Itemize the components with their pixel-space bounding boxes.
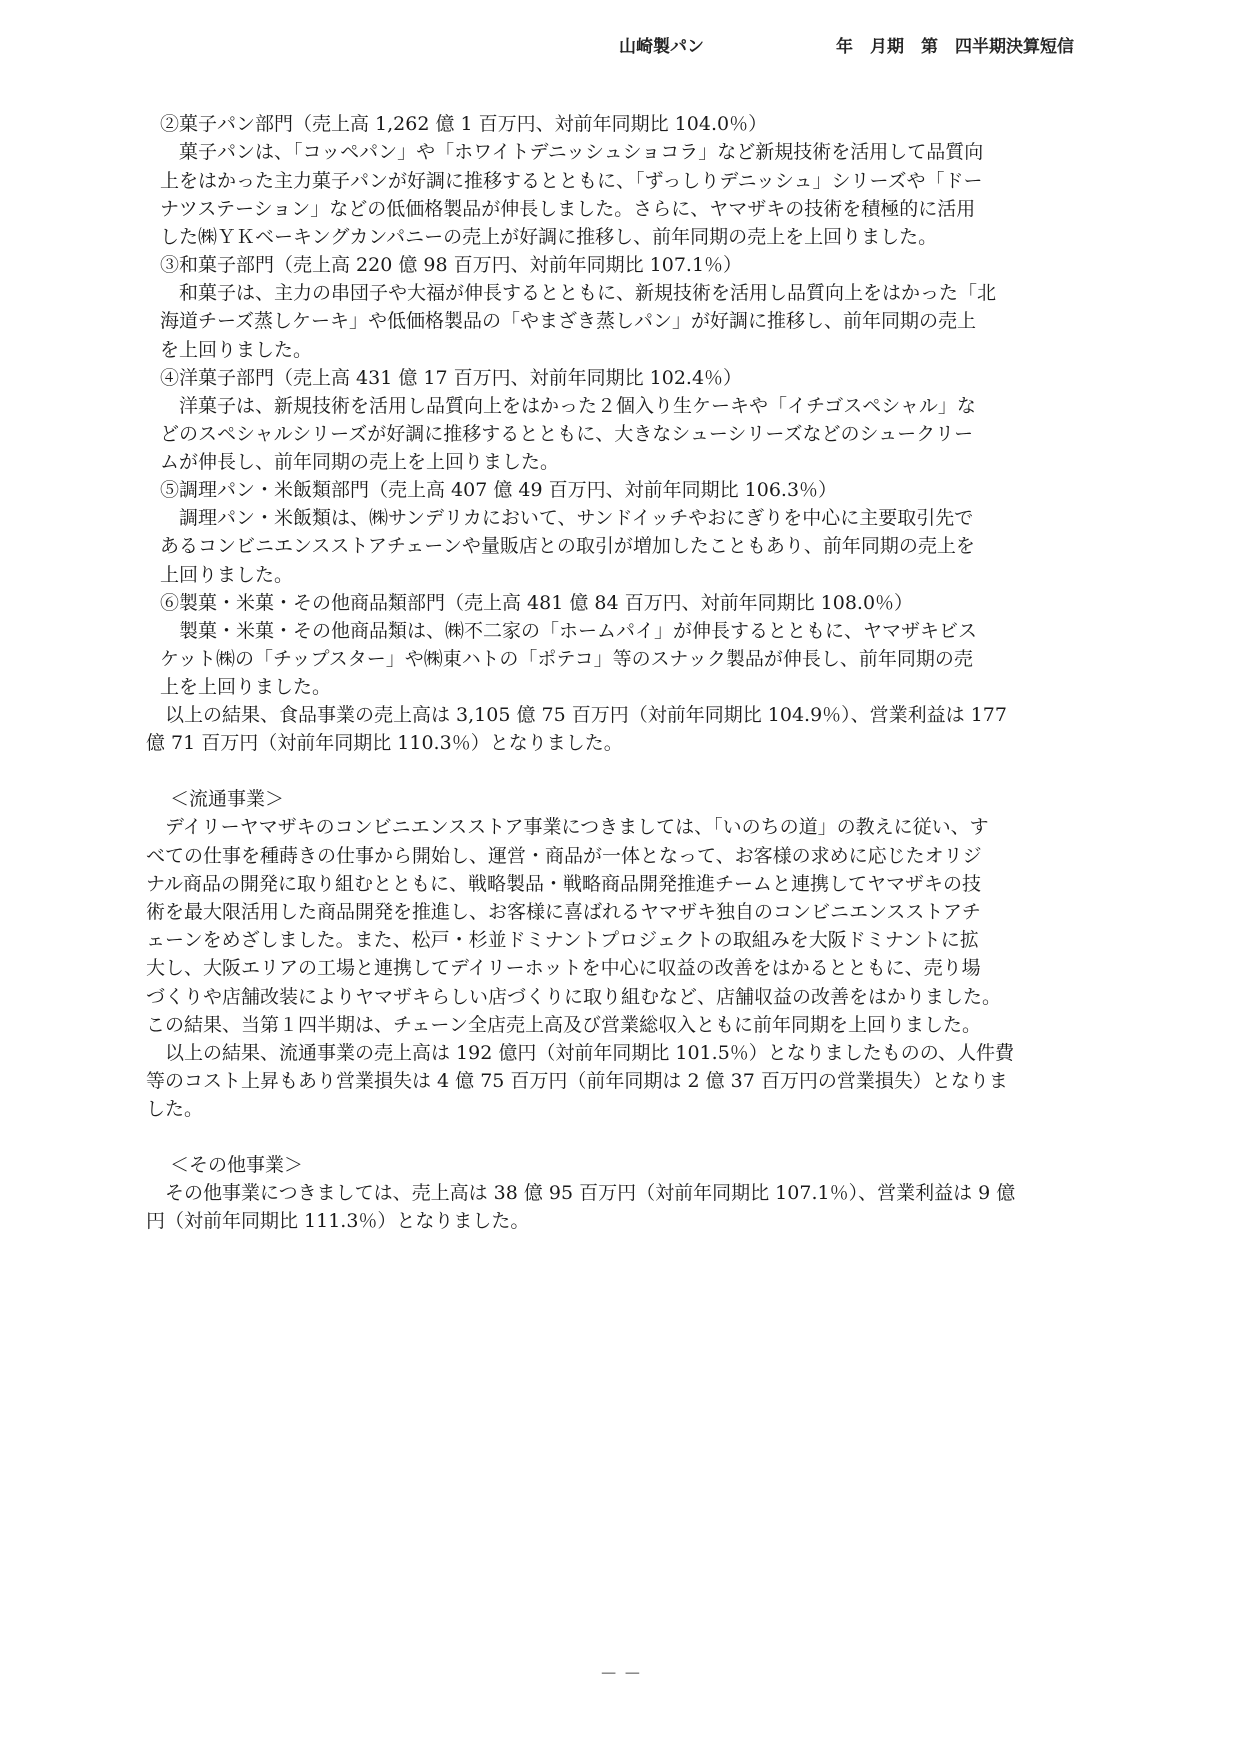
- text-line: 調理パン・米飯類は、㈱サンデリカにおいて、サンドイッチやおにぎりを中心に主要取引先で: [160, 507, 974, 529]
- text-line: べての仕事を種蒔きの仕事から開始し、運営・商品が一体となって、お客様の求めに応じたオリジ: [146, 845, 982, 867]
- text-line: ＜その他事業＞: [170, 1154, 304, 1176]
- text-line: この結果、当第１四半期は、チェーン全店売上高及び営業総収入ともに前年同期を上回りました。: [146, 1014, 982, 1036]
- text-line: その他事業につきましては、売上高は 38 億 95 百万円（対前年同期比 107.1％）、営業利益は 9 億: [146, 1182, 1016, 1204]
- text-line: 円（対前年同期比 111.3％）となりました。: [146, 1210, 530, 1232]
- text-line: 上をはかった主力菓子パンが好調に推移するとともに、「ずっしりデニッシュ」シリーズや「ドー: [160, 170, 983, 192]
- page-number: － －: [599, 1664, 642, 1685]
- text-line: ⑥製菓・米菓・その他商品類部門（売上高 481 億 84 百万円、対前年同期比 108.0％）: [160, 592, 914, 614]
- text-line: ェーンをめざしました。また、松戸・杉並ドミナントプロジェクトの取組みを大阪ドミナントに拡: [146, 929, 979, 951]
- company-name: 山崎製パン: [619, 37, 704, 57]
- text-line: 菓子パンは、「コッペパン」や「ホワイトデニッシュショコラ」など新規技術を活用して品質向: [160, 141, 984, 163]
- text-line: ナツステーション」などの低価格製品が伸長しました。さらに、ヤマザキの技術を積極的に活用: [160, 198, 976, 220]
- text-line: 洋菓子は、新規技術を活用し品質向上をはかった２個入り生ケーキや「イチゴスペシャル」な: [160, 395, 976, 417]
- text-line: 術を最大限活用した商品開発を推進し、お客様に喜ばれるヤマザキ独自のコンビニエンスストアチ: [146, 901, 981, 923]
- text-line: 以上の結果、食品事業の売上高は 3,105 億 75 百万円（対前年同期比 104.9％）、営業利益は 177: [146, 704, 1007, 726]
- text-line: した。: [146, 1098, 204, 1120]
- text-line: ③和菓子部門（売上高 220 億 98 百万円、対前年同期比 107.1％）: [160, 254, 743, 276]
- text-line: ケット㈱の「チップスター」や㈱東ハトの「ポテコ」等のスナック製品が伸長し、前年同期の売: [160, 648, 973, 670]
- text-line: づくりや店舗改装によりヤマザキらしい店づくりに取り組むなど、店舗収益の改善をはかりました。: [146, 986, 1002, 1008]
- text-line: 製菓・米菓・その他商品類は、㈱不二家の「ホームパイ」が伸長するとともに、ヤマザキビス: [160, 620, 978, 642]
- text-line: あるコンビニエンスストアチェーンや量販店との取引が増加したこともあり、前年同期の売上を: [160, 535, 975, 557]
- page-header: [0, 32, 1241, 62]
- text-line: ⑤調理パン・米飯類部門（売上高 407 億 49 百万円、対前年同期比 106.3％）: [160, 479, 838, 501]
- text-line: 等のコスト上昇もあり営業損失は 4 億 75 百万円（前年同期は 2 億 37 百万円の営業損失）となりま: [146, 1070, 1008, 1092]
- text-line: 以上の結果、流通事業の売上高は 192 億円（対前年同期比 101.5％）となりましたものの、人件費: [146, 1042, 1015, 1064]
- text-line: 和菓子は、主力の串団子や大福が伸長するとともに、新規技術を活用し品質向上をはかった「北: [160, 282, 997, 304]
- text-line: した㈱ＹＫベーキングカンパニーの売上が好調に推移し、前年同期の売上を上回りました。: [160, 226, 938, 248]
- text-line: ムが伸長し、前年同期の売上を上回りました。: [160, 451, 560, 473]
- text-line: 上回りました。: [160, 564, 294, 586]
- text-line: 大し、大阪エリアの工場と連携してデイリーホットを中心に収益の改善をはかるとともに、売り場: [146, 957, 981, 979]
- text-line: どのスペシャルシリーズが好調に推移するとともに、大きなシューシリーズなどのシュークリー: [160, 423, 974, 445]
- text-line: ナル商品の開発に取り組むとともに、戦略製品・戦略商品開発推進チームと連携してヤマザキの技: [146, 873, 982, 895]
- text-line: を上回りました。: [160, 339, 313, 361]
- text-line: ＜流通事業＞: [170, 788, 285, 810]
- text-line: ④洋菓子部門（売上高 431 億 17 百万円、対前年同期比 102.4％）: [160, 367, 743, 389]
- text-line: 上を上回りました。: [160, 676, 332, 698]
- text-line: デイリーヤマザキのコンビニエンスストア事業につきましては、「いのちの道」の教えに従い、す: [146, 816, 989, 838]
- text-line: ②菓子パン部門（売上高 1,262 億 1 百万円、対前年同期比 104.0％）: [160, 113, 768, 135]
- text-line: 億 71 百万円（対前年同期比 110.3％）となりました。: [146, 732, 623, 754]
- text-line: 海道チーズ蒸しケーキ」や低価格製品の「やまざき蒸しパン」が好調に推移し、前年同期の売上: [160, 310, 977, 332]
- report-period: 年 月期 第 四半期決算短信: [836, 37, 1074, 57]
